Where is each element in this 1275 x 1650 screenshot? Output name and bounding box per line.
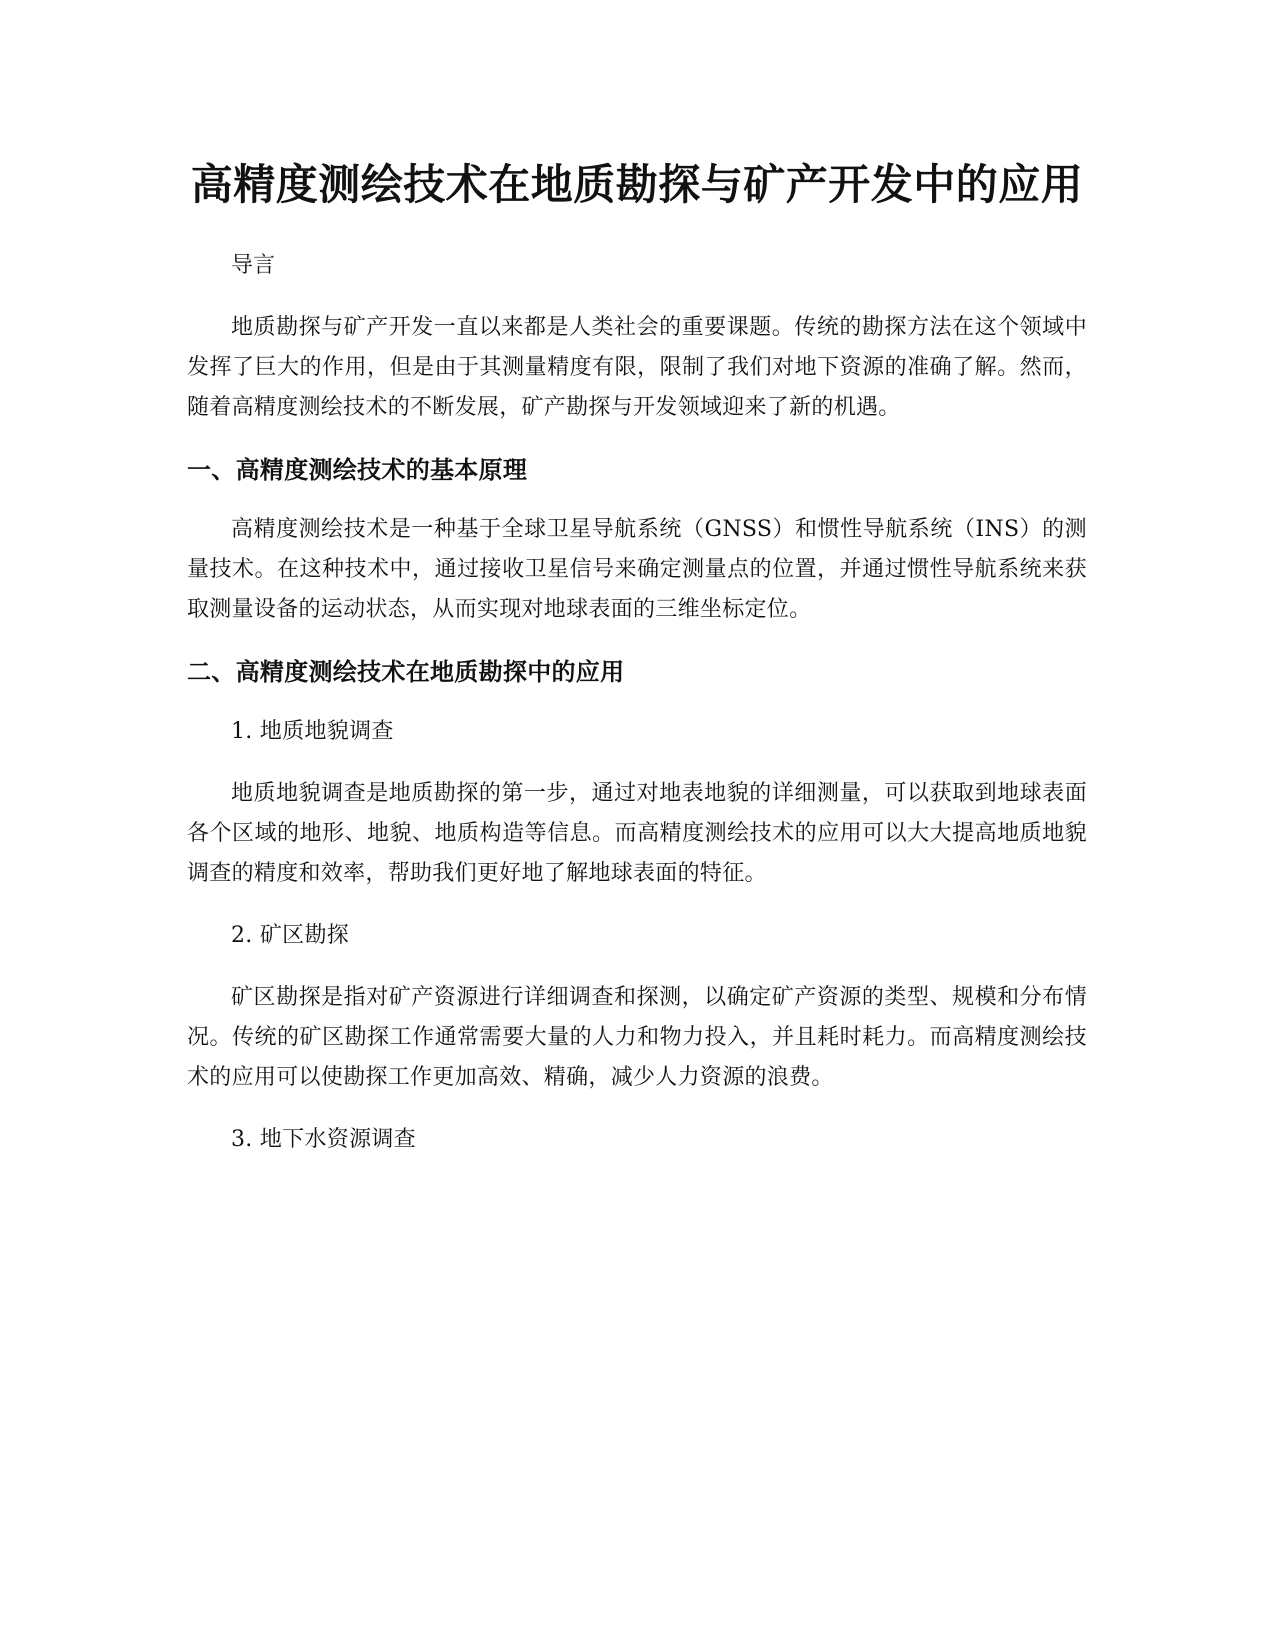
intro-paragraph: 地质勘探与矿产开发一直以来都是人类社会的重要课题。传统的勘探方法在这个领域中发挥了巨大的作用，但是由于其测量精度有限，限制了我们对地下资源的准确了解。然而，随着高精度测绘技术的不断发展，矿产勘探与开发领域迎来了新的机遇。 <box>187 315 1087 420</box>
document-content <box>187 150 1087 1182</box>
subsection-1-title: 1. 地质地貌调查 <box>231 719 394 744</box>
subsection-3-title: 3. 地下水资源调查 <box>231 1127 416 1152</box>
intro-label: 导言 <box>231 253 276 278</box>
subsection-2-paragraph: 矿区勘探是指对矿产资源进行详细调查和探测，以确定矿产资源的类型、规模和分布情况。传统的矿区勘探工作通常需要大量的人力和物力投入，并且耗时耗力。而高精度测绘技术的应用可以使勘探工作更加高效、精确，减少人力资源的浪费。 <box>187 985 1087 1090</box>
section-2-heading: 二、高精度测绘技术在地质勘探中的应用 <box>187 658 625 686</box>
section-1-paragraph: 高精度测绘技术是一种基于全球卫星导航系统（GNSS）和惯性导航系统（INS）的测量技术。在这种技术中，通过接收卫星信号来确定测量点的位置，并通过惯性导航系统来获取测量设备的运动状态，从而实现对地球表面的三维坐标定位。 <box>187 517 1087 622</box>
section-1-heading: 一、高精度测绘技术的基本原理 <box>187 456 528 484</box>
subsection-2-title: 2. 矿区勘探 <box>231 923 350 948</box>
subsection-1-paragraph: 地质地貌调查是地质勘探的第一步，通过对地表地貌的详细测量，可以获取到地球表面各个区域的地形、地貌、地质构造等信息。而高精度测绘技术的应用可以大大提高地质地貌调查的精度和效率，帮助我们更好地了解地球表面的特征。 <box>187 781 1087 886</box>
document-title: 高精度测绘技术在地质勘探与矿产开发中的应用 <box>190 160 1084 209</box>
